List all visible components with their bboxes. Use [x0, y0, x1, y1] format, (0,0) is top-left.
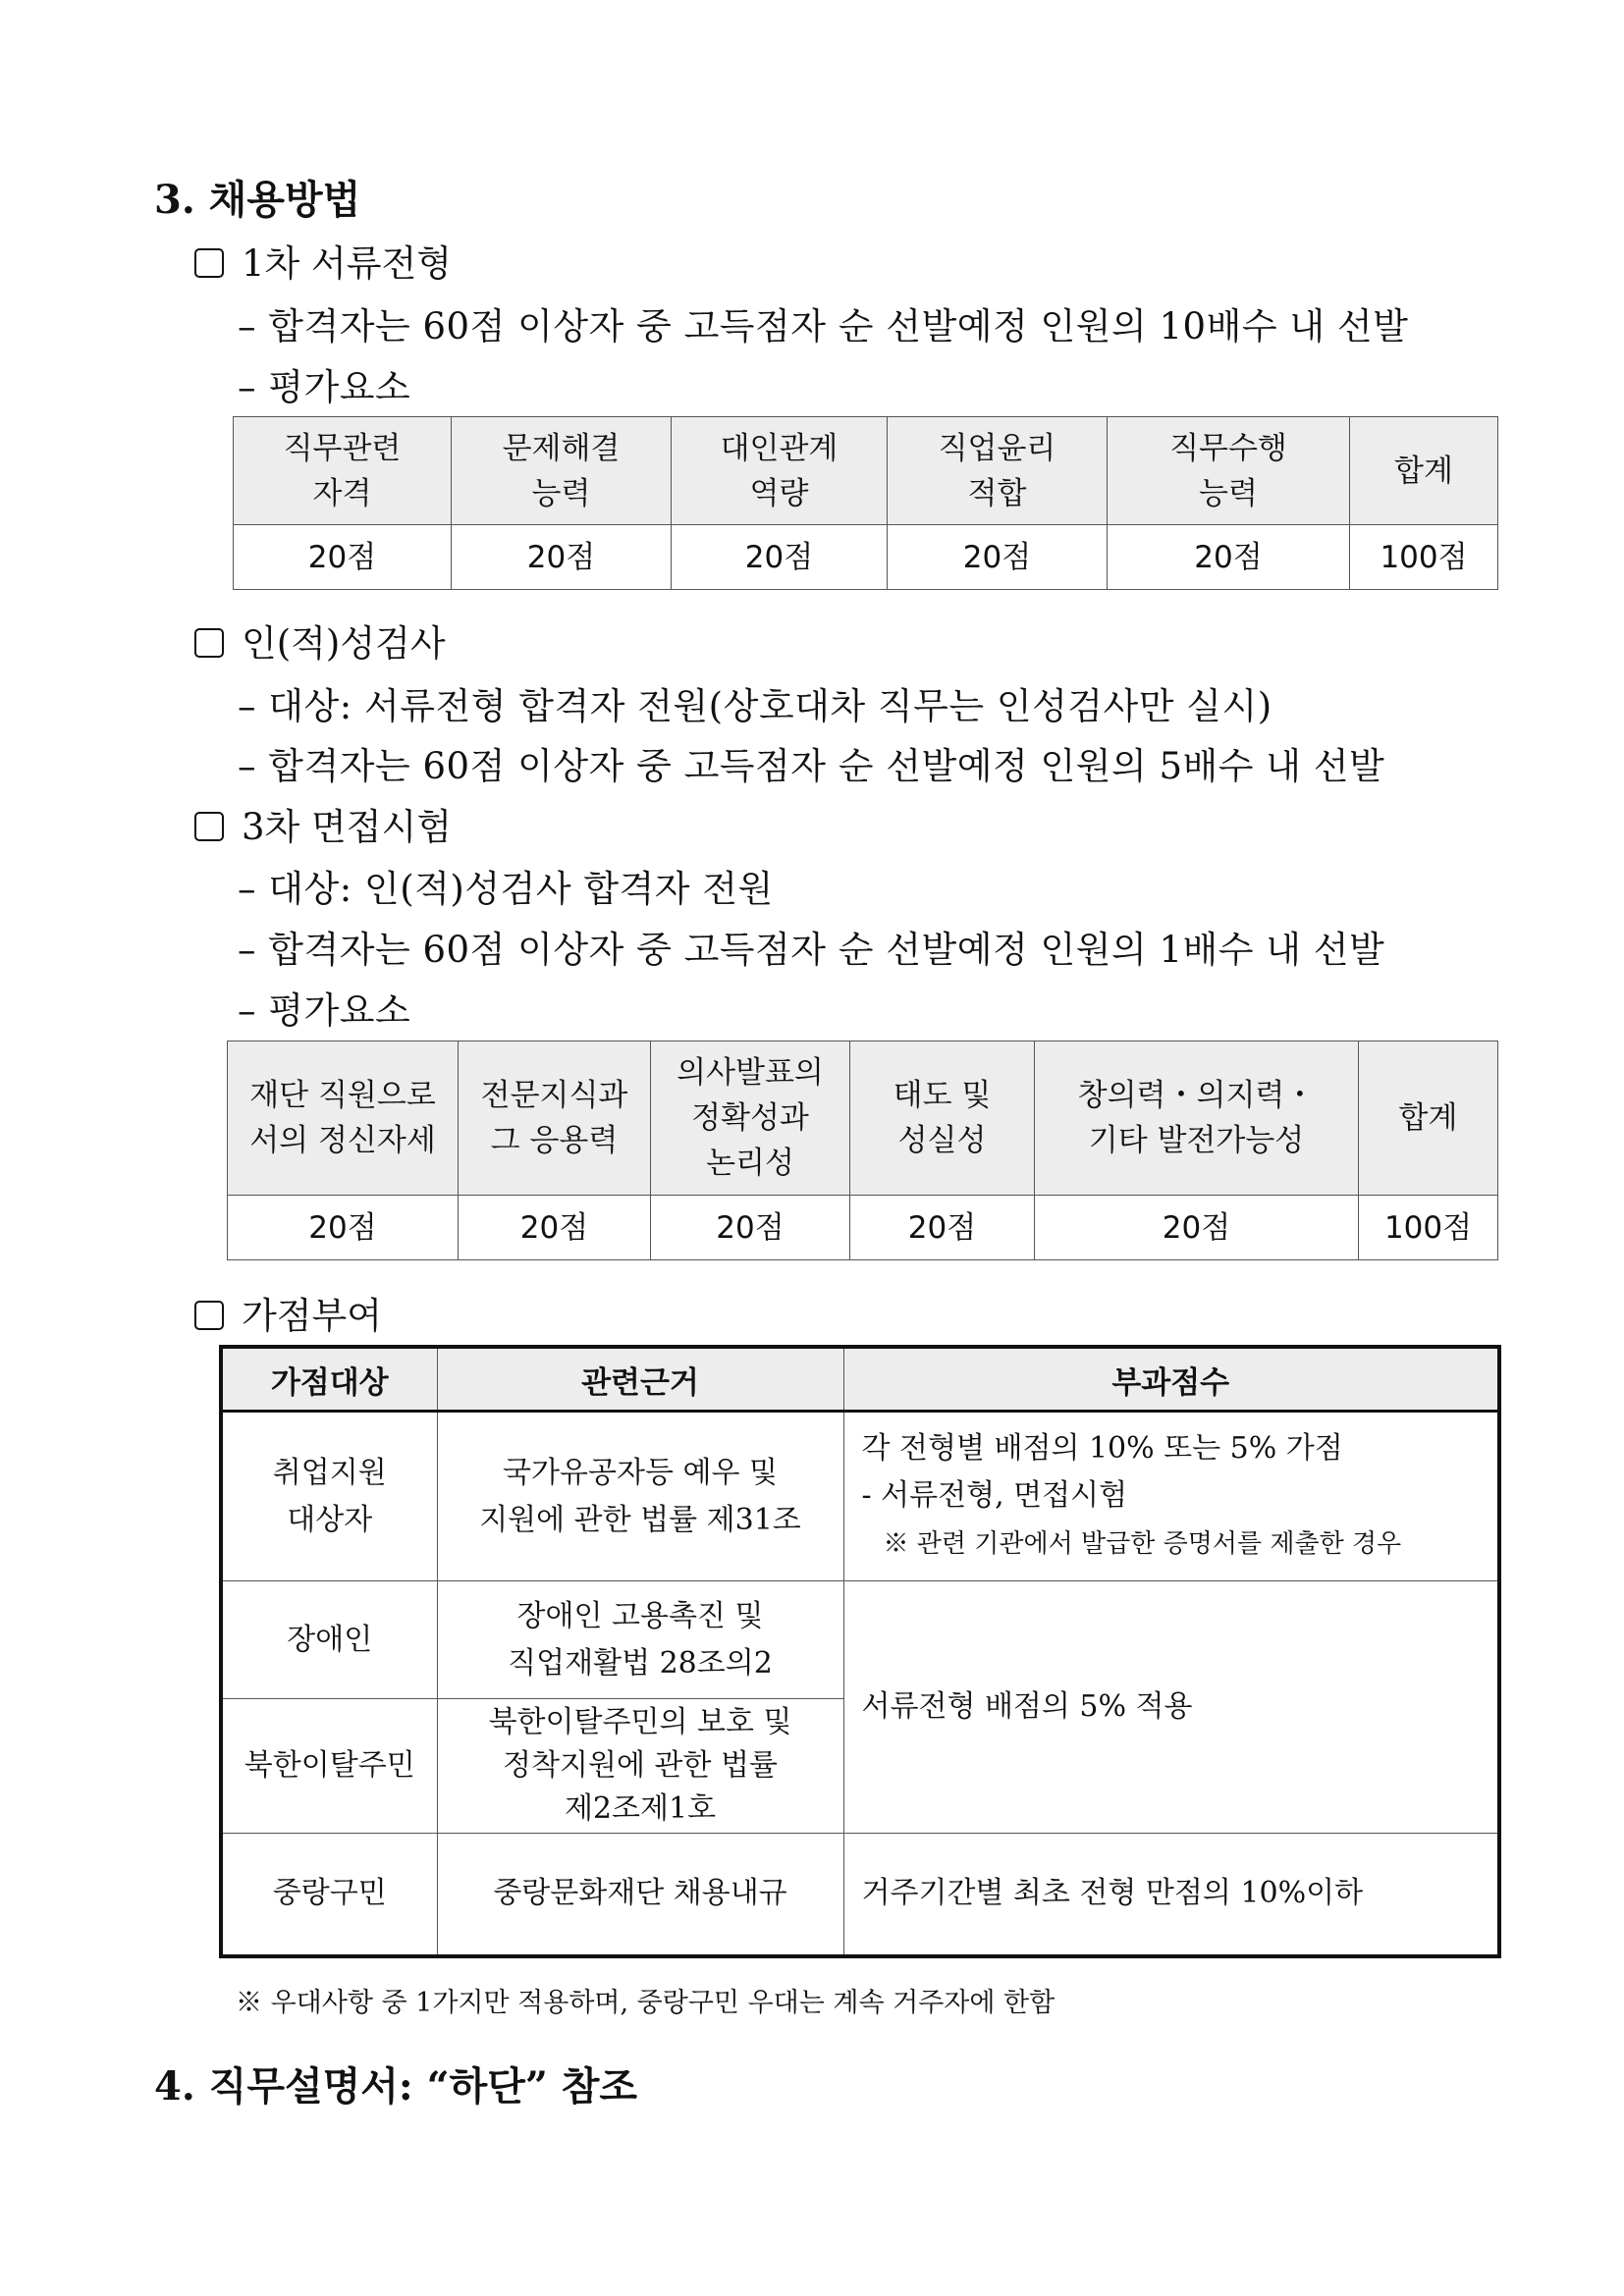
bonus-table [219, 1345, 1501, 1958]
stage3-title: 3차 면접시험 [242, 806, 453, 848]
bullet-text: 평가요소 [268, 366, 411, 408]
bullet-text: 합격자는 60점 이상자 중 고득점자 순 선발예정 인원의 10배수 내 선발 [268, 305, 1409, 347]
table-cell: 20점 [459, 1196, 651, 1260]
table-cell: 20점 [850, 1196, 1035, 1260]
checkbox-icon [194, 628, 224, 658]
table-cell: 북한이탈주민 [221, 1699, 437, 1834]
table-header-cell: 문제해결 능력 [452, 417, 672, 525]
stage3-heading [194, 797, 452, 850]
table-cell: 서류전형 배점의 5% 적용 [843, 1581, 1499, 1834]
table-cell: 20점 [651, 1196, 850, 1260]
table-header-cell: 태도 및 성실성 [850, 1041, 1035, 1196]
table-header-cell: 가점대상 [221, 1347, 437, 1412]
table-cell: 각 전형별 배점의 10% 또는 5% 가점 - 서류전형, 면접시험 ※ 관련 기관에서 발급한 증명서를 제출한 경우 [843, 1412, 1499, 1581]
table-cell: 중랑구민 [221, 1834, 437, 1956]
table-header-cell: 재단 직원으로 서의 정신자세 [228, 1041, 459, 1196]
stage2-bullet-1: – 대상: 서류전형 합격자 전원(상호대차 직무는 인성검사만 실시) [238, 685, 1272, 727]
table-cell: 20점 [672, 525, 888, 590]
checkbox-icon [194, 1301, 224, 1330]
bonus-note: ※ 우대사항 중 1가지만 적용하며, 중랑구민 우대는 계속 거주자에 한함 [236, 1988, 1056, 2018]
stage1-heading [194, 234, 452, 287]
section-3-title: 3. 채용방법 [154, 177, 361, 223]
table-cell: 100점 [1359, 1196, 1498, 1260]
table-cell: 취업지원 대상자 [221, 1412, 437, 1581]
bullet-text: 대상: 서류전형 합격자 전원(상호대차 직무는 인성검사만 실시) [268, 685, 1272, 727]
bullet-text: 합격자는 60점 이상자 중 고득점자 순 선발예정 인원의 1배수 내 선발 [268, 929, 1385, 971]
footnote: ※ 관련 기관에서 발급한 증명서를 제출한 경우 [883, 1529, 1402, 1559]
table-header-cell: 직업윤리 적합 [888, 417, 1108, 525]
table-header-cell: 의사발표의 정확성과 논리성 [651, 1041, 850, 1196]
section-4-title: 4. 직무설명서: “하단” 참조 [154, 2063, 638, 2109]
table-cell: 20점 [1035, 1196, 1359, 1260]
bullet-text: 대상: 인(적)성검사 합격자 전원 [268, 868, 774, 910]
table-row [221, 1581, 1499, 1699]
table-cell: 북한이탈주민의 보호 및 정착지원에 관한 법률 제2조제1호 [437, 1699, 843, 1834]
stage1-bullet-2: – 평가요소 [238, 366, 411, 408]
table-cell: 국가유공자등 예우 및 지원에 관한 법률 제31조 [437, 1412, 843, 1581]
table-header-cell: 창의력・의지력・ 기타 발전가능성 [1035, 1041, 1359, 1196]
bonus-title: 가점부여 [242, 1295, 382, 1337]
table-cell: 100점 [1350, 525, 1498, 590]
bonus-heading [194, 1286, 382, 1339]
bullet-text: 평가요소 [268, 989, 411, 1032]
table-header-cell: 부과점수 [843, 1347, 1499, 1412]
table-header-cell: 직무관련 자격 [234, 417, 452, 525]
stage3-bullet-2: – 합격자는 60점 이상자 중 고득점자 순 선발예정 인원의 1배수 내 선발 [238, 929, 1385, 971]
stage2-bullet-2: – 합격자는 60점 이상자 중 고득점자 순 선발예정 인원의 5배수 내 선발 [238, 745, 1385, 787]
checkbox-icon [194, 812, 224, 841]
stage1-bullet-1: – 합격자는 60점 이상자 중 고득점자 순 선발예정 인원의 10배수 내 선발 [238, 305, 1409, 347]
table-cell: 20점 [452, 525, 672, 590]
table-cell: 20점 [1108, 525, 1350, 590]
table-header-cell: 합계 [1350, 417, 1498, 525]
table-row [221, 1412, 1499, 1581]
stage2-heading [194, 614, 446, 667]
table-row [221, 1834, 1499, 1956]
stage3-bullet-3: – 평가요소 [238, 989, 411, 1032]
table-cell: 20점 [228, 1196, 459, 1260]
stage1-title: 1차 서류전형 [242, 242, 453, 285]
bullet-text: 합격자는 60점 이상자 중 고득점자 순 선발예정 인원의 5배수 내 선발 [268, 745, 1385, 787]
table-cell: 중랑문화재단 채용내규 [437, 1834, 843, 1956]
stage3-bullet-1: – 대상: 인(적)성검사 합격자 전원 [238, 868, 774, 910]
table-cell: 거주기간별 최초 전형 만점의 10%이하 [843, 1834, 1499, 1956]
table-cell: 20점 [888, 525, 1108, 590]
table-cell: 20점 [234, 525, 452, 590]
table-cell: 장애인 고용촉진 및 직업재활법 28조의2 [437, 1581, 843, 1699]
stage3-score-table [227, 1041, 1498, 1260]
checkbox-icon [194, 248, 224, 278]
table-header-cell: 대인관계 역량 [672, 417, 888, 525]
table-cell: 장애인 [221, 1581, 437, 1699]
table-header-cell: 전문지식과 그 응용력 [459, 1041, 651, 1196]
table-header-cell: 합계 [1359, 1041, 1498, 1196]
stage2-title: 인(적)성검사 [242, 622, 446, 665]
stage1-score-table [233, 416, 1498, 590]
table-header-cell: 직무수행 능력 [1108, 417, 1350, 525]
table-header-cell: 관련근거 [437, 1347, 843, 1412]
